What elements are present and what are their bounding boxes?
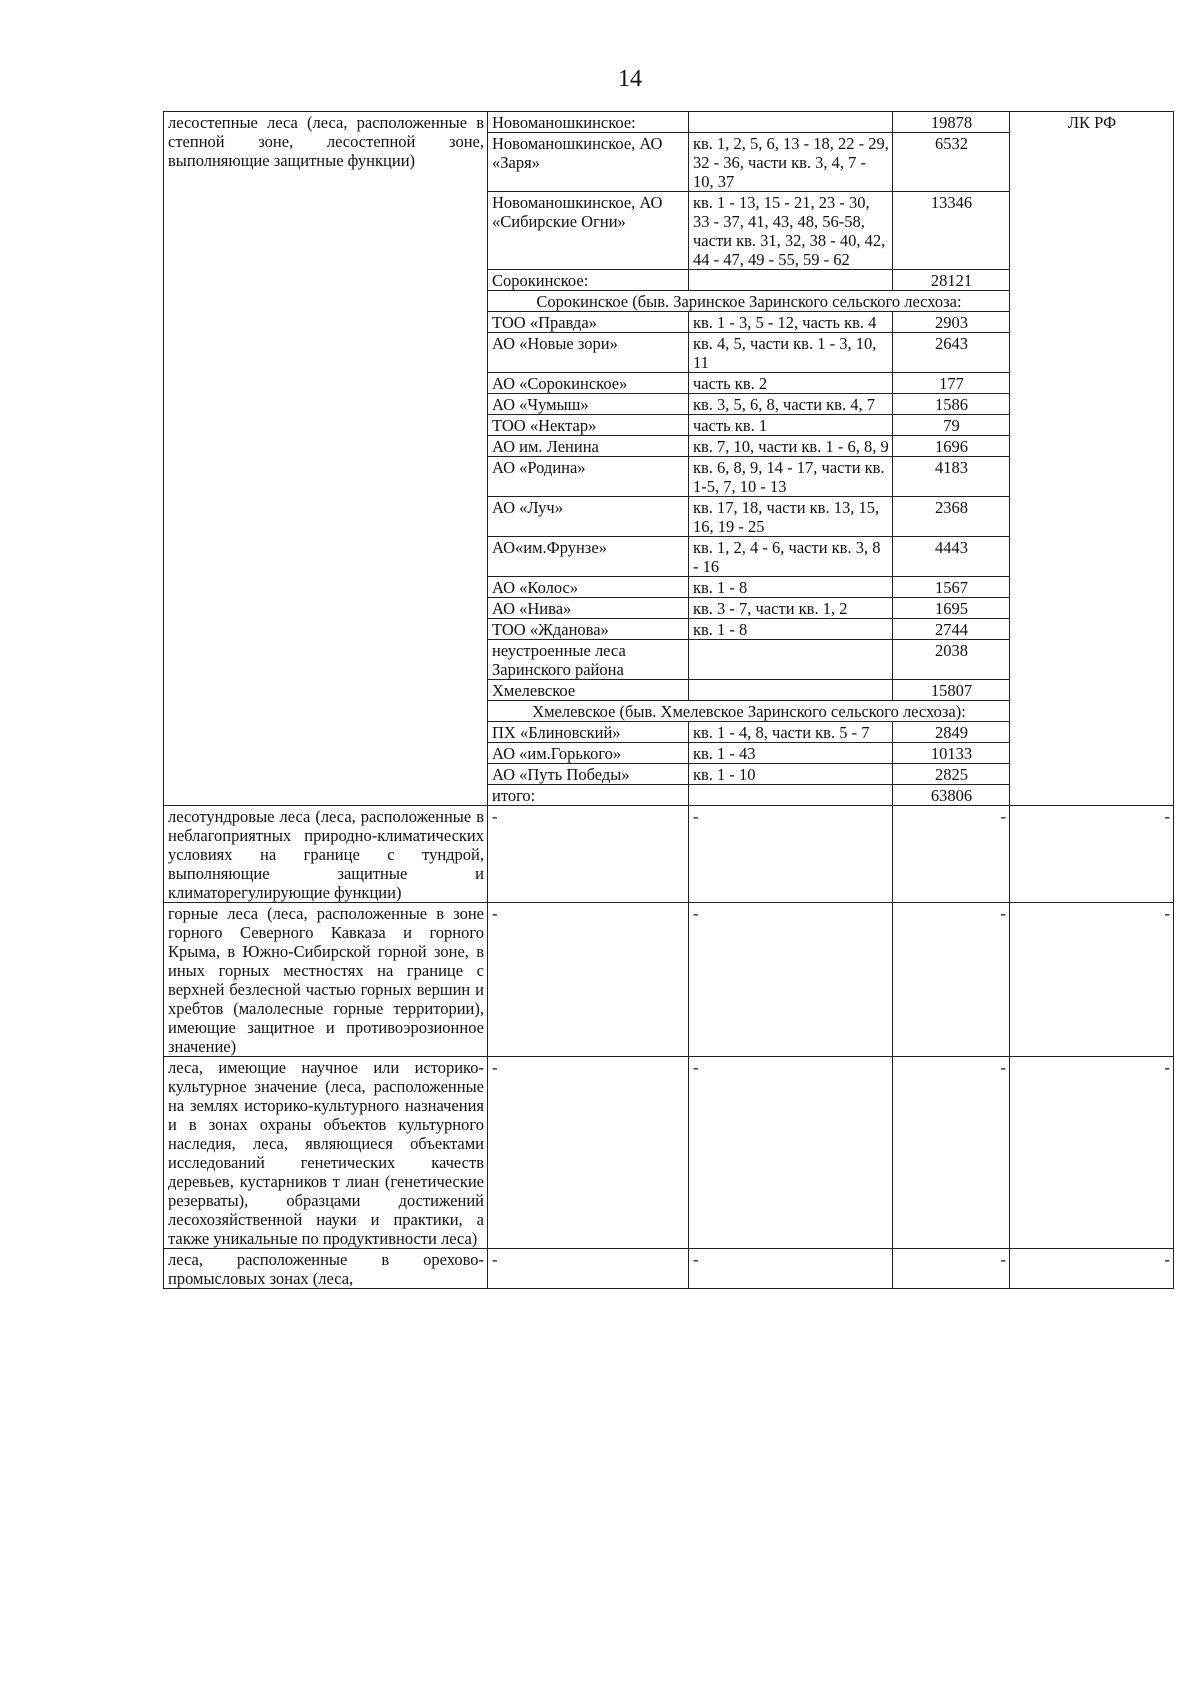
quarters-cell: кв. 1 - 8: [689, 619, 893, 640]
dash-cell: -: [1010, 1249, 1174, 1289]
forestry-name-cell: ПХ «Блиновский»: [488, 722, 689, 743]
area-cell: 6532: [893, 133, 1010, 192]
quarters-cell: кв. 1 - 4, 8, части кв. 5 - 7: [689, 722, 893, 743]
area-cell: 4183: [893, 457, 1010, 497]
quarters-cell: кв. 17, 18, части кв. 13, 15, 16, 19 - 25: [689, 497, 893, 537]
forestry-name-cell: Сорокинское:: [488, 270, 689, 291]
dash-cell: -: [689, 1249, 893, 1289]
dash-cell: -: [689, 1057, 893, 1249]
quarters-cell: кв. 7, 10, части кв. 1 - 6, 8, 9: [689, 436, 893, 457]
area-cell: 19878: [893, 112, 1010, 133]
forestry-name-cell: АО «Родина»: [488, 457, 689, 497]
area-cell: 15807: [893, 680, 1010, 701]
dash-cell: -: [689, 903, 893, 1057]
area-cell: 177: [893, 373, 1010, 394]
law-reference-cell: ЛК РФ: [1010, 112, 1174, 806]
category-cell: горные леса (леса, расположенные в зоне горного Северного Кавказа и горного Крыма, в Южно-Сибирской горной зоне, в иных горных местностях на границе с верхней безлесной частью горных вершин и хребтов (малолесные горные территории), имеющие защитное и противоэрозионное значение): [164, 903, 488, 1057]
area-cell: 1695: [893, 598, 1010, 619]
quarters-cell: кв. 1, 2, 5, 6, 13 - 18, 22 - 29, 32 - 36, части кв. 3, 4, 7 - 10, 37: [689, 133, 893, 192]
category-cell: лесостепные леса (леса, расположенные в степной зоне, лесостепной зоне, выполняющие защитные функции): [164, 112, 488, 806]
dash-cell: -: [689, 806, 893, 903]
forestry-name-cell: ТОО «Жданова»: [488, 619, 689, 640]
quarters-cell: кв. 1 - 8: [689, 577, 893, 598]
forestry-name-cell: неустроенные леса Заринского района: [488, 640, 689, 680]
quarters-cell: кв. 4, 5, части кв. 1 - 3, 10, 11: [689, 333, 893, 373]
table-row: [164, 112, 1174, 133]
forestry-name-cell: АО «Чумыш»: [488, 394, 689, 415]
dash-cell: -: [488, 1057, 689, 1249]
quarters-cell: кв. 1, 2, 4 - 6, части кв. 3, 8 - 16: [689, 537, 893, 577]
area-cell: 28121: [893, 270, 1010, 291]
quarters-cell: кв. 3 - 7, части кв. 1, 2: [689, 598, 893, 619]
dash-cell: -: [893, 806, 1010, 903]
table-row: [164, 806, 1174, 903]
quarters-cell: кв. 1 - 10: [689, 764, 893, 785]
area-cell: 4443: [893, 537, 1010, 577]
quarters-cell: кв. 1 - 13, 15 - 21, 23 - 30, 33 - 37, 41, 43, 48, 56-58, части кв. 31, 32, 38 - 40, 42, 44 - 47, 49 - 55, 59 - 62: [689, 192, 893, 270]
forestry-name-cell: АО им. Ленина: [488, 436, 689, 457]
quarters-cell: [689, 785, 893, 806]
area-cell: 2643: [893, 333, 1010, 373]
dash-cell: -: [893, 1249, 1010, 1289]
forestry-name-cell: АО «Путь Победы»: [488, 764, 689, 785]
forestry-name-cell: ТОО «Нектар»: [488, 415, 689, 436]
area-cell: 1696: [893, 436, 1010, 457]
forestry-name-cell: АО «Новые зори»: [488, 333, 689, 373]
category-cell: леса, имеющие научное или историко-культурное значение (леса, расположенные на землях историко-культурного назначения и в зонах охраны объектов культурного наследия, леса, являющиеся объектами исследований генетических качеств деревьев, кустарников т лиан (генетические резерваты), образцами достижений лесохозяйственной науки и практики, а также уникальные по продуктивности леса): [164, 1057, 488, 1249]
quarters-cell: часть кв. 1: [689, 415, 893, 436]
quarters-cell: кв. 6, 8, 9, 14 - 17, части кв. 1-5, 7, 10 - 13: [689, 457, 893, 497]
quarters-cell: часть кв. 2: [689, 373, 893, 394]
forestry-name-cell: Новоманошкинское, АО «Сибирские Огни»: [488, 192, 689, 270]
table-row: [164, 1249, 1174, 1289]
forestry-name-cell: АО «Сорокинское»: [488, 373, 689, 394]
dash-cell: -: [893, 903, 1010, 1057]
dash-cell: -: [488, 806, 689, 903]
area-cell: 10133: [893, 743, 1010, 764]
area-cell: 2903: [893, 312, 1010, 333]
forestry-name-cell: Новоманошкинское:: [488, 112, 689, 133]
area-cell: 1586: [893, 394, 1010, 415]
quarters-cell: кв. 3, 5, 6, 8, части кв. 4, 7: [689, 394, 893, 415]
dash-cell: -: [1010, 806, 1174, 903]
quarters-cell: [689, 270, 893, 291]
forestry-name-cell: Новоманошкинское, АО «Заря»: [488, 133, 689, 192]
total-area: 63806: [893, 785, 1010, 806]
forestry-name-cell: АО«им.Фрунзе»: [488, 537, 689, 577]
area-cell: 2744: [893, 619, 1010, 640]
dash-cell: -: [488, 1249, 689, 1289]
section-heading: Сорокинское (быв. Заринское Заринского сельского лесхоза:: [488, 291, 1010, 312]
area-cell: 2825: [893, 764, 1010, 785]
section-heading: Хмелевское (быв. Хмелевское Заринского сельского лесхоза):: [488, 701, 1010, 722]
page-number: 14: [618, 66, 642, 92]
dash-cell: -: [1010, 1057, 1174, 1249]
forest-table: [163, 111, 1174, 1289]
area-cell: 79: [893, 415, 1010, 436]
quarters-cell: кв. 1 - 3, 5 - 12, часть кв. 4: [689, 312, 893, 333]
category-cell: леса, расположенные в орехово-промысловых зонах (леса,: [164, 1249, 488, 1289]
quarters-cell: [689, 680, 893, 701]
area-cell: 2849: [893, 722, 1010, 743]
category-cell: лесотундровые леса (леса, расположенные в неблагоприятных природно-климатических условиях на границе с тундрой, выполняющие защитные и климаторегулирующие функции): [164, 806, 488, 903]
forestry-name-cell: АО «Нива»: [488, 598, 689, 619]
area-cell: 2038: [893, 640, 1010, 680]
forestry-name-cell: Хмелевское: [488, 680, 689, 701]
dash-cell: -: [893, 1057, 1010, 1249]
quarters-cell: [689, 640, 893, 680]
total-label: итого:: [488, 785, 689, 806]
dash-cell: -: [1010, 903, 1174, 1057]
area-cell: 2368: [893, 497, 1010, 537]
forestry-name-cell: ТОО «Правда»: [488, 312, 689, 333]
table-row: [164, 1057, 1174, 1249]
forestry-name-cell: АО «им.Горького»: [488, 743, 689, 764]
forestry-name-cell: АО «Колос»: [488, 577, 689, 598]
quarters-cell: кв. 1 - 43: [689, 743, 893, 764]
quarters-cell: [689, 112, 893, 133]
area-cell: 1567: [893, 577, 1010, 598]
forestry-name-cell: АО «Луч»: [488, 497, 689, 537]
table-row: [164, 903, 1174, 1057]
dash-cell: -: [488, 903, 689, 1057]
area-cell: 13346: [893, 192, 1010, 270]
